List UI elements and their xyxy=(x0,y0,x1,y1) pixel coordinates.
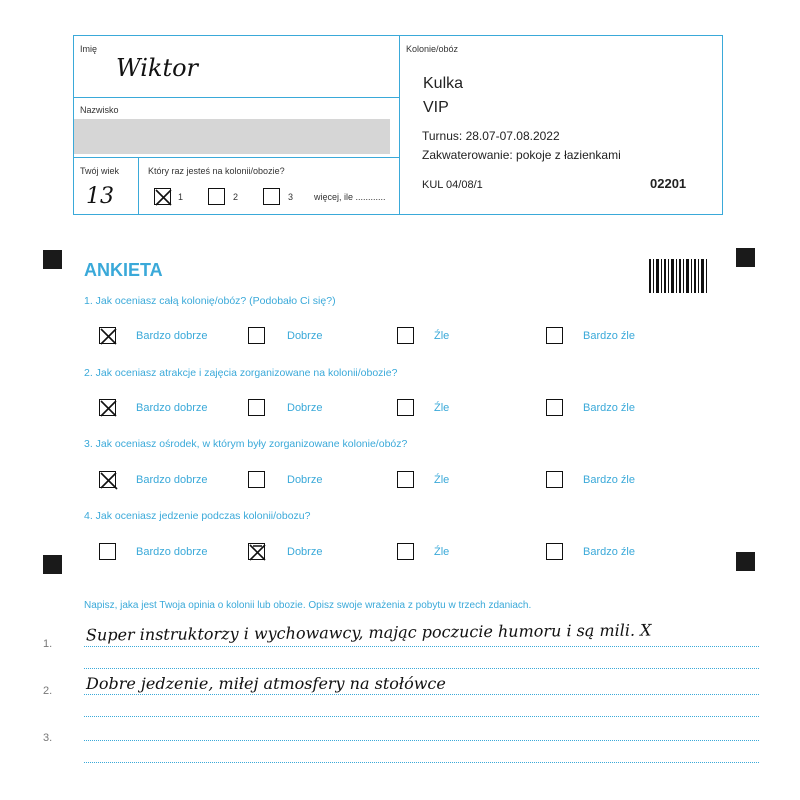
q2-option-bardzo-dobrze: Bardzo dobrze xyxy=(136,402,208,414)
q2-checkbox-bardzo-dobrze[interactable] xyxy=(99,399,116,416)
name-value[interactable]: Wiktor xyxy=(116,54,199,82)
registration-mark xyxy=(736,248,755,267)
dotted-line xyxy=(84,716,759,717)
dotted-line xyxy=(84,694,759,695)
redaction-bar xyxy=(74,119,390,154)
form-number: 02201 xyxy=(650,176,687,191)
q4-checkbox-bardzo-zle[interactable] xyxy=(546,543,563,560)
line-number-3: 3. xyxy=(43,732,53,744)
times-option-2: 2 xyxy=(233,192,239,202)
q4-option-zle: Źle xyxy=(434,546,450,558)
q4-option-bardzo-zle: Bardzo źle xyxy=(583,546,635,558)
registration-mark xyxy=(43,250,62,269)
line-number-1: 1. xyxy=(43,638,53,650)
q3-checkbox-bardzo-zle[interactable] xyxy=(546,471,563,488)
q3-checkbox-bardzo-dobrze[interactable] xyxy=(99,471,116,488)
registration-mark xyxy=(43,555,62,574)
camp-name: Kulka xyxy=(423,75,464,92)
q1-option-zle: Źle xyxy=(434,330,450,342)
q4-checkbox-bardzo-dobrze[interactable] xyxy=(99,543,116,560)
camp-type: VIP xyxy=(423,99,449,116)
accommodation: Zakwaterowanie: pokoje z łazienkami xyxy=(422,148,621,162)
surname-label: Nazwisko xyxy=(80,105,119,115)
opinion-line-2[interactable]: Dobre jedzenie, miłej atmosfery na stołówce xyxy=(86,674,446,693)
opinion-line-1[interactable]: Super instruktorzy i wychowawcy, mając poczucie humoru i są mili. X xyxy=(85,620,652,645)
barcode xyxy=(649,259,707,293)
registration-mark xyxy=(736,552,755,571)
dotted-line xyxy=(84,762,759,763)
survey-title: ANKIETA xyxy=(84,260,163,280)
q2-option-bardzo-zle: Bardzo źle xyxy=(583,402,635,414)
q2-option-dobrze: Dobrze xyxy=(287,402,323,414)
q4-option-bardzo-dobrze: Bardzo dobrze xyxy=(136,546,208,558)
name-label: Imię xyxy=(80,44,98,54)
q1-checkbox-bardzo-zle[interactable] xyxy=(546,327,563,344)
line-number-2: 2. xyxy=(43,685,53,697)
dotted-line xyxy=(84,646,759,647)
times-option-1: 1 xyxy=(178,192,184,202)
times-option-3: 3 xyxy=(288,192,294,202)
header-box xyxy=(73,35,723,215)
dotted-line xyxy=(84,740,759,741)
question-4: 4. Jak oceniasz jedzenie podczas kolonii/obozu? xyxy=(84,510,311,522)
code: KUL 04/08/1 xyxy=(422,179,483,191)
q3-option-dobrze: Dobrze xyxy=(287,474,323,486)
times-checkbox-1[interactable] xyxy=(154,188,171,205)
camp-label: Kolonie/obóz xyxy=(406,44,459,54)
times-checkbox-3[interactable] xyxy=(263,188,280,205)
q3-checkbox-dobrze[interactable] xyxy=(248,471,265,488)
q3-option-zle: Źle xyxy=(434,474,450,486)
q4-checkbox-zle[interactable] xyxy=(397,543,414,560)
q4-option-dobrze: Dobrze xyxy=(287,546,323,558)
q1-checkbox-bardzo-dobrze[interactable] xyxy=(99,327,116,344)
times-label: Który raz jesteś na kolonii/obozie? xyxy=(148,166,285,176)
q2-checkbox-zle[interactable] xyxy=(397,399,414,416)
question-3: 3. Jak oceniasz ośrodek, w którym były zorganizowane kolonie/obóz? xyxy=(84,438,408,450)
age-label: Twój wiek xyxy=(80,166,120,176)
q4-checkbox-dobrze[interactable] xyxy=(248,543,265,560)
q1-checkbox-dobrze[interactable] xyxy=(248,327,265,344)
times-more: więcej, ile ............ xyxy=(314,192,386,202)
age-value[interactable]: 13 xyxy=(86,184,114,209)
q1-option-dobrze: Dobrze xyxy=(287,330,323,342)
times-checkbox-2[interactable] xyxy=(208,188,225,205)
q3-option-bardzo-zle: Bardzo źle xyxy=(583,474,635,486)
q3-checkbox-zle[interactable] xyxy=(397,471,414,488)
q2-checkbox-bardzo-zle[interactable] xyxy=(546,399,563,416)
q3-option-bardzo-dobrze: Bardzo dobrze xyxy=(136,474,208,486)
dotted-line xyxy=(84,668,759,669)
q2-checkbox-dobrze[interactable] xyxy=(248,399,265,416)
q1-option-bardzo-zle: Bardzo źle xyxy=(583,330,635,342)
turnus: Turnus: 28.07-07.08.2022 xyxy=(422,129,560,143)
q1-option-bardzo-dobrze: Bardzo dobrze xyxy=(136,330,208,342)
q1-checkbox-zle[interactable] xyxy=(397,327,414,344)
q2-option-zle: Źle xyxy=(434,402,450,414)
question-2: 2. Jak oceniasz atrakcje i zajęcia zorganizowane na kolonii/obozie? xyxy=(84,367,398,379)
question-1: 1. Jak oceniasz całą kolonię/obóz? (Podobało Ci się?) xyxy=(84,295,336,307)
opinion-prompt: Napisz, jaka jest Twoja opinia o kolonii lub obozie. Opisz swoje wrażenia z pobytu w trzech zdaniach. xyxy=(84,600,532,611)
